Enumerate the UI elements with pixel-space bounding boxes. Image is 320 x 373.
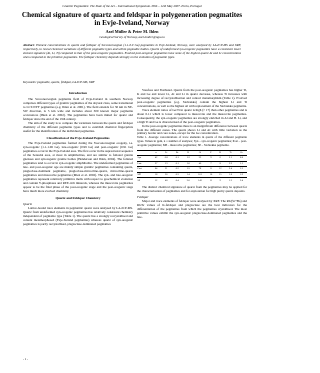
table-cell: 8 bbox=[206, 167, 215, 173]
table-cell: Syn bbox=[137, 156, 151, 162]
table-cell: 3.1 bbox=[225, 156, 236, 162]
intro-paragraph-1: The Sveconorwegian pegmatite field of Evje-Iveland in southern Norway comprises different types of granitic pegmatites of the abyssal class, some transitional to LCT-NYF pegmatites (e.g. Ihlen et al. 2001). The field extends for 30 km in NE-SW direction, is 5 km wide and includes about 300 known major pegmatite occurrences (Ihlen et al. 2002). The pegmatites have been mined for quartz and feldspar since the end of the 19th century. bbox=[23, 96, 133, 121]
table-cell: 1.9 bbox=[236, 172, 247, 178]
page-footer: - 1 - bbox=[23, 357, 28, 361]
table-cell: 48 bbox=[161, 178, 172, 183]
table-cell: 1.5 bbox=[183, 167, 194, 173]
table-cell: 1.0 bbox=[183, 161, 194, 167]
classification-paragraph: The Evje-Iveland pegmatites formed during the Sveconorwegian orogeny, i.e. syn-orogenic (1.1-1.06 Ga), late-orogenic (0.99 Ga) and post-orogenic (0.91 Ga) pegmatites occur in the Evje-Iveland area. The first occur in the supracrustal sequence of the Setesdal area, at most in amphibolites, and are similar to foliated granite gneisses and synorogenic granite bodies (Henderson and Ihlen, 2004). The foliated pegmatites tend to occur in syn-orogenic amphibolite. The undeformed pegmatites of late- and post-orogenic age are mainly simple granitic pegmatites containing quartz, plagioclase-dominant pegmatite, plagioclase-microcline-quartz, microcline-quartz pegmatites and muscovite pegmatites (Ihlen et al. 2002). The syn- and late-orogenic pegmatites represent relatively primitive melts with respect to geochemical evolution and contain Y-phosphates and REE-rich minerals, whereas the muscovite pegmatites appear to be the final phase of the post-orogenic stage and the post-orogenic stage have much more evolved chemistry. bbox=[23, 141, 133, 193]
table-cell: 7 bbox=[206, 161, 215, 167]
table-cell: 78 bbox=[194, 167, 207, 173]
table-header-cell: Li bbox=[161, 150, 172, 156]
table-cell: 1.1 bbox=[236, 161, 247, 167]
table-cell: 10 bbox=[206, 172, 215, 178]
table-header-cell: K bbox=[216, 150, 225, 156]
table-cell: 46 bbox=[194, 161, 207, 167]
table-cell: 1.2 bbox=[225, 178, 236, 183]
table-cell: 0.1 bbox=[172, 161, 183, 167]
table-cell: 12 bbox=[216, 167, 225, 173]
table-cell: MP bbox=[137, 172, 151, 178]
authors: Axel Müller & Peter M. Ihlen bbox=[105, 29, 159, 34]
affiliation: Geological Survey of Norway, axel.muller@ngu.no bbox=[99, 35, 165, 39]
table-cell: 6 bbox=[216, 156, 225, 162]
table-header-cell: P bbox=[206, 150, 215, 156]
table-cell: 2.4 bbox=[225, 167, 236, 173]
classification-heading: Classification of the Evje-Iveland Pegmatites bbox=[46, 135, 110, 140]
table-cell: 13 bbox=[161, 161, 172, 167]
table-cell: 1.3 bbox=[236, 167, 247, 173]
intro-heading: Introduction bbox=[69, 91, 87, 95]
table-cell: 21 bbox=[161, 167, 172, 173]
table-cell: Late bbox=[137, 161, 151, 167]
table-cell: 12 bbox=[151, 178, 160, 183]
table-cell: 9 bbox=[216, 178, 225, 183]
table-cell: 0.3 bbox=[172, 172, 183, 178]
right-paragraph-2: Trace element ratios of Ge/Ti in quartz is high (> 17) than other pegmatites and is about 0.11 which is lower compared to muscovite and the muscovite pegmatites. Consequently, the syn-orogenic pegmatites are strongly enriched in Al and B. Li, and a high Ti and Ge is characterised of the post-orogenic pegmatites. bbox=[137, 107, 247, 124]
table-cell: Post bbox=[137, 167, 151, 173]
table-cell: 42 bbox=[151, 156, 160, 162]
table-cell: 1.2 bbox=[183, 156, 194, 162]
table-cell: 33 bbox=[194, 156, 207, 162]
trace-element-table bbox=[137, 150, 247, 183]
quartz-subheading: Quartz bbox=[23, 201, 32, 206]
table-header-cell: Ti bbox=[225, 150, 236, 156]
intro-paragraph-2: The aim of the study is to compare the variations between the quartz and feldspar chemistry of the different pegmatite types and to establish chemical fingerprints useful for the identification of the individual pegmatites. bbox=[23, 120, 133, 133]
right-column bbox=[137, 89, 247, 219]
paper-title: Chemical signature of quartz and feldspar in polygeneration pegmatites in Evje-Iveland, Norway bbox=[21, 11, 243, 28]
table-cell: 2.0 bbox=[183, 178, 194, 183]
table-caption: Table 1. Average concentrations of trace elements in quartz of the different pegmatite types. Values in ppm, n = number of analyses; Syn – syn-orogenic pegmatites; Post – post-orogenic pegmatites; MP – muscovite pegmatites; SP – Slobrekka pegmatite. bbox=[137, 135, 247, 147]
right-paragraph-4: The distinct chemical signature of quartz from the pegmatites may be applied for the characterisation of pegmatites and for exploration for high purity quartz deposits. bbox=[137, 184, 247, 193]
table-cell: 9 bbox=[206, 156, 215, 162]
quartz-paragraph: Lattice-bound trace elements in pegmatitic quartz were analysed by LA-ICP-MS. Quartz from undeformed syn-orogenic pegmatites has relatively consistent chemistry independent of pegmatite type (Table 1). The quartz has a strongly recrystallised and content metamorphosed (Evje-Iveland pegmatites) whereas quartz of syn-orogenic pegmatites is partly recrystallised, plagioclase-dominated pegmatites bbox=[23, 205, 133, 226]
table-cell: 2.4 bbox=[236, 178, 247, 183]
abstract-text: Element concentrations in quartz and feldspar of Sveconorwegian (1.1-0.9 Ga) pegmatites in Evje-Iveland, Norway, were analysed by LA-ICP-MS and XRF, respectively, to reveal chemical variations of different pegmatite types and within pegmatite bodies. Quartz of undeformed syn-orogenic pegmatites have a consistent lower element signature (Al, Li, Ti) compared to that of the post-orogenic pegmatites. Evolved post-orogenic pegmatites have some of the highest quartz Al and Li concentrations when compared to the primitive pegmatites. The feldspar chemistry depends strongly on the evolution of pegmatite types. bbox=[23, 43, 241, 59]
table-cell: 0.1 bbox=[172, 156, 183, 162]
table-header-cell: B bbox=[183, 150, 194, 156]
table-cell: 18 bbox=[151, 172, 160, 178]
right-paragraph-5: Major and trace elements of feldspar were analysed by XRF. The Rb/(Sr+Ba) and Rb/Sr values of K-feldspar and plagioclase are the best indicators for the differentiation of the pegmatites from which the pegmatites crystallised. The most primitive values exhibit the syn-orogenic plagioclase-dominated pegmatites and the late- bbox=[137, 198, 247, 219]
running-head: Granitic Pegmatites: The State of the Art – International Symposium. 06th – 12th May 2007. Porto, Portugal bbox=[62, 4, 202, 8]
table-cell: 101 bbox=[194, 172, 207, 178]
table-cell: 0.4 bbox=[172, 178, 183, 183]
left-column bbox=[23, 89, 133, 227]
table-header-cell: Ge bbox=[236, 150, 247, 156]
table-cell: 8 bbox=[216, 161, 225, 167]
table-cell: 64 bbox=[151, 167, 160, 173]
table-cell: 6.8 bbox=[161, 156, 172, 162]
table-cell: SP bbox=[137, 178, 151, 183]
table-cell: 0.8 bbox=[236, 156, 247, 162]
table-cell: 15 bbox=[216, 172, 225, 178]
table-cell: 36 bbox=[161, 172, 172, 178]
chemistry-heading: Quartz and Feldspar Chemistry bbox=[55, 195, 101, 200]
table-cell: 142 bbox=[194, 178, 207, 183]
table-cell: 1.4 bbox=[183, 172, 194, 178]
table-cell: 11 bbox=[206, 178, 215, 183]
table-header-cell: Be bbox=[172, 150, 183, 156]
table-row bbox=[137, 178, 247, 183]
table-header-cell: n bbox=[151, 150, 160, 156]
abstract: Abstract: Element concentrations in quartz and feldspar of Sveconorwegian (1.1-0.9 Ga) pegmatites in Evje-Iveland, Norway, were analysed by LA-ICP-MS and XRF, respectively, to reveal chemical variations of different pegmatite types and within pegmatite bodies. Quartz of undeformed syn-orogenic pegmatites have a consistent lower element signature (Al, Li, Ti) compared to that of the post-orogenic pegmatites. Evolved post-orogenic pegmatites have some of the highest quartz Al and Li concentrations when compared to the primitive pegmatites. The feldspar chemistry depends strongly on the evolution of pegmatite types. bbox=[23, 43, 241, 59]
abstract-label: Abstract bbox=[23, 43, 34, 47]
feldspar-subheading: Feldspar bbox=[137, 194, 149, 199]
table-cell: 1.8 bbox=[225, 172, 236, 178]
table-cell: 0.2 bbox=[172, 167, 183, 173]
right-paragraph-3: In the post-orogenic pegmatites there is an insignificant difference between quartz from the different zones. The quartz shows Li and Al with little variation as the primary border and core zones, except for the Ge concentration. bbox=[137, 123, 247, 136]
table-cell: 2.9 bbox=[225, 161, 236, 167]
right-paragraph-1: Vassfoss and Frøthsted. Quartz from the post-orogenic pegmatites has higher Ti, K and Ge and lower Li, Al and Li in quartz decrease, whereas Ti increases with increasing degree of recrystallisation and contact metamorphism (Table 1). Evolved post-orogenic pegmatites (e.g. Slobrekka) contain the highest Li and Ti concentrations, as well as the highest Al with replacement of the Slobrekka pegmatite. bbox=[137, 88, 247, 108]
table-header-cell: Al bbox=[194, 150, 207, 156]
table-cell: 27 bbox=[151, 161, 160, 167]
keywords: Keywords: pegmatite, quartz, feldspar, LA-ICP-MS, XRF bbox=[23, 80, 95, 84]
